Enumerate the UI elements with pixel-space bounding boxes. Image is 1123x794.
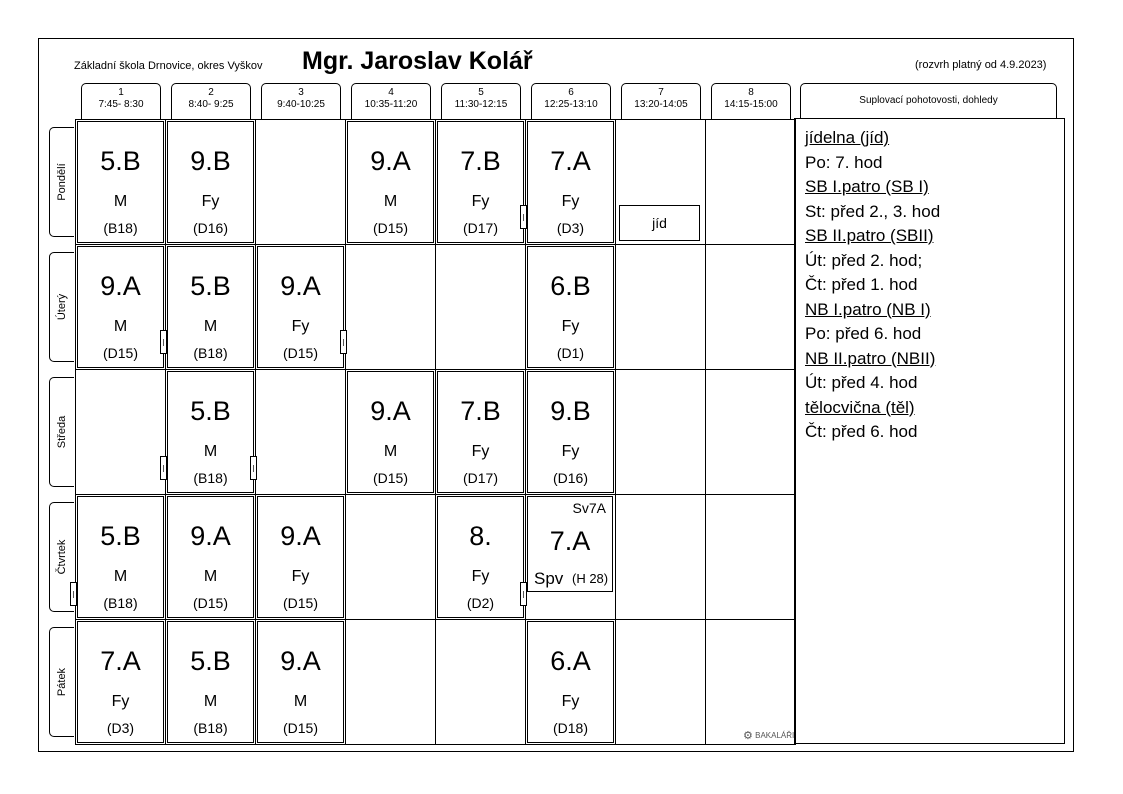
duty-time: Čt: před 6. hod bbox=[805, 422, 918, 441]
class-label: 9.A bbox=[370, 146, 411, 176]
period-time: 7:45- 8:30 bbox=[98, 99, 144, 110]
period-tab-2 bbox=[171, 83, 251, 119]
class-label: 7.A bbox=[550, 146, 591, 176]
lesson-card bbox=[77, 121, 164, 243]
bakalari-logo bbox=[743, 729, 794, 742]
duty-time: Po: před 6. hod bbox=[805, 324, 922, 343]
period-number: 8 bbox=[748, 87, 754, 98]
day-tab bbox=[49, 252, 74, 362]
period-number: 2 bbox=[208, 87, 214, 98]
lesson-card bbox=[257, 496, 344, 618]
day-tab bbox=[49, 127, 74, 237]
period-time: 11:30-12:15 bbox=[454, 99, 508, 110]
duty-marker bbox=[340, 330, 347, 354]
class-label: 5.B bbox=[190, 271, 231, 301]
subject-label: M bbox=[203, 568, 218, 585]
lesson-card bbox=[77, 621, 164, 743]
group-label: Sv7A bbox=[572, 500, 606, 516]
class-label: 9.B bbox=[550, 396, 591, 426]
lesson-card bbox=[257, 621, 344, 743]
dining-duty-slot: jíd bbox=[619, 205, 700, 241]
class-label: 5.B bbox=[190, 396, 231, 426]
duty-list bbox=[805, 126, 940, 445]
room-label: (D17) bbox=[462, 470, 498, 486]
room-label: (D15) bbox=[102, 345, 138, 361]
subject-label: M bbox=[293, 693, 308, 710]
period-number: 1 bbox=[118, 87, 124, 98]
class-label: 9.A bbox=[280, 271, 321, 301]
day-label: Pátek bbox=[56, 667, 68, 697]
subject-label: Fy bbox=[111, 693, 130, 710]
class-label: 7.B bbox=[460, 146, 501, 176]
room-label: (H 28) bbox=[572, 571, 609, 586]
grid-cell bbox=[705, 369, 796, 495]
lesson-card bbox=[527, 121, 614, 243]
lesson-card bbox=[437, 121, 524, 243]
subject-label: Fy bbox=[561, 693, 580, 710]
grid-cell bbox=[255, 119, 346, 245]
period-tab-4 bbox=[351, 83, 431, 119]
lesson-card bbox=[77, 496, 164, 618]
day-tab bbox=[49, 627, 74, 737]
duty-marker bbox=[160, 456, 167, 480]
room-label: (D15) bbox=[282, 345, 318, 361]
grid-cell bbox=[705, 494, 796, 620]
duty-location: SB II.patro (SBII) bbox=[805, 226, 934, 245]
grid-cell bbox=[705, 119, 796, 245]
duty-location: tělocvična (těl) bbox=[805, 397, 915, 417]
subject-label: Fy bbox=[471, 443, 490, 460]
duty-location: jídelna (jíd) bbox=[805, 128, 890, 147]
duty-time: Út: před 2. hod; bbox=[805, 250, 923, 270]
class-label: 6.A bbox=[550, 646, 591, 676]
class-label: 7.B bbox=[460, 396, 501, 426]
class-label: 9.A bbox=[280, 646, 321, 676]
grid-cell bbox=[615, 369, 706, 495]
lesson-card bbox=[527, 246, 614, 368]
period-number: 7 bbox=[658, 87, 664, 98]
subject-label: M bbox=[113, 318, 128, 335]
subject-label: M bbox=[203, 443, 218, 460]
room-label: (D16) bbox=[192, 220, 228, 236]
room-label: (D1) bbox=[556, 345, 585, 361]
period-tab-5 bbox=[441, 83, 521, 119]
class-label: 7.A bbox=[549, 526, 591, 556]
lesson-card bbox=[167, 121, 254, 243]
period-time: 10:35-11:20 bbox=[364, 99, 418, 110]
room-label: (B18) bbox=[103, 595, 138, 611]
grid-cell bbox=[75, 369, 166, 495]
grid-cell bbox=[615, 494, 706, 620]
class-label: 5.B bbox=[190, 646, 231, 676]
duty-marker bbox=[520, 582, 527, 606]
period-tab-8 bbox=[711, 83, 791, 119]
room-label: (D3) bbox=[556, 220, 585, 236]
room-label: (D16) bbox=[552, 470, 588, 486]
grid-cell bbox=[435, 244, 526, 370]
class-label: 9.A bbox=[280, 521, 321, 551]
duty-marker bbox=[70, 582, 77, 606]
subject-label: M bbox=[113, 568, 128, 585]
class-label: 9.A bbox=[190, 521, 231, 551]
room-label: (D15) bbox=[372, 470, 408, 486]
period-time: 13:20-14:05 bbox=[634, 99, 688, 110]
room-label: (D15) bbox=[282, 720, 318, 736]
period-number: 6 bbox=[568, 87, 574, 98]
class-label: 5.B bbox=[100, 521, 141, 551]
room-label: (B18) bbox=[193, 470, 228, 486]
room-label: (D15) bbox=[372, 220, 408, 236]
duty-time: Čt: před 1. hod bbox=[805, 275, 918, 294]
room-label: (D17) bbox=[462, 220, 498, 236]
subject-label: Fy bbox=[561, 318, 580, 335]
subject-label: Fy bbox=[561, 443, 580, 460]
grid-cell bbox=[345, 494, 436, 620]
room-label: (B18) bbox=[103, 220, 138, 236]
lesson-card bbox=[77, 246, 164, 368]
duty-time: Út: před 4. hod bbox=[805, 373, 918, 392]
grid-cell bbox=[435, 619, 526, 745]
school-name: Základní škola Drnovice, okres Vyškov bbox=[74, 60, 263, 72]
duty-location: NB II.patro (NBII) bbox=[805, 348, 936, 368]
lesson-card bbox=[257, 246, 344, 368]
day-tab bbox=[49, 377, 74, 487]
period-tab-3 bbox=[261, 83, 341, 119]
period-number: 4 bbox=[388, 87, 394, 98]
duty-marker bbox=[250, 456, 257, 480]
room-label: (B18) bbox=[193, 720, 228, 736]
subject-label: M bbox=[383, 443, 398, 460]
period-time: 9:40-10:25 bbox=[277, 99, 325, 110]
lesson-card bbox=[167, 371, 254, 493]
period-tab-7 bbox=[621, 83, 701, 119]
subject-label: M bbox=[203, 693, 218, 710]
split-lesson-card bbox=[527, 496, 613, 592]
lesson-card bbox=[167, 496, 254, 618]
subject-label: M bbox=[113, 193, 128, 210]
room-label: (D15) bbox=[192, 595, 228, 611]
subject-label: Spv bbox=[534, 569, 564, 588]
lesson-card bbox=[527, 371, 614, 493]
day-label: Pondělí bbox=[56, 163, 68, 201]
class-label: 6.B bbox=[550, 271, 591, 301]
duty-location: NB I.patro (NB I) bbox=[805, 299, 931, 319]
day-label: Čtvrtek bbox=[56, 539, 68, 575]
class-label: 7.A bbox=[100, 646, 141, 676]
lesson-card bbox=[167, 246, 254, 368]
period-time: 12:25-13:10 bbox=[544, 99, 598, 110]
logo-text: BAKALÁŘI bbox=[755, 731, 795, 740]
period-number: 3 bbox=[298, 87, 304, 98]
lesson-card bbox=[347, 121, 434, 243]
grid-cell bbox=[345, 244, 436, 370]
subject-label: M bbox=[383, 193, 398, 210]
room-label: (D15) bbox=[282, 595, 318, 611]
duty-header: Suplovací pohotovosti, dohledy bbox=[800, 83, 1057, 119]
duty-location: SB I.patro (SB I) bbox=[805, 177, 929, 196]
duty-time: Po: 7. hod bbox=[805, 152, 883, 172]
grid-cell bbox=[615, 619, 706, 745]
period-tab-6 bbox=[531, 83, 611, 119]
period-time: 14:15-15:00 bbox=[724, 99, 778, 110]
lesson-card bbox=[167, 621, 254, 743]
subject-label: Fy bbox=[471, 568, 490, 585]
subject-label: Fy bbox=[471, 193, 490, 210]
grid-cell bbox=[255, 369, 346, 495]
duty-marker bbox=[520, 205, 527, 229]
cog-icon: ⚙ bbox=[743, 730, 753, 742]
lesson-card bbox=[347, 371, 434, 493]
lesson-card bbox=[437, 371, 524, 493]
class-label: 9.B bbox=[190, 146, 231, 176]
duty-time: St: před 2., 3. hod bbox=[805, 201, 941, 221]
class-label: 9.A bbox=[100, 271, 141, 301]
subject-label: M bbox=[203, 318, 218, 335]
day-label: Úterý bbox=[56, 293, 68, 321]
teacher-name: Mgr. Jaroslav Kolář bbox=[302, 47, 533, 75]
subject-label: Fy bbox=[291, 568, 310, 585]
period-tab-1 bbox=[81, 83, 161, 119]
class-label: 8. bbox=[469, 521, 492, 551]
subject-label: Fy bbox=[201, 193, 220, 210]
day-label: Středa bbox=[56, 415, 68, 449]
class-label: 5.B bbox=[100, 146, 141, 176]
duty-marker bbox=[160, 330, 167, 354]
lesson-card bbox=[437, 496, 524, 618]
room-label: (D18) bbox=[552, 720, 588, 736]
class-label: 9.A bbox=[370, 396, 411, 426]
grid-cell bbox=[705, 244, 796, 370]
period-time: 8:40- 9:25 bbox=[188, 99, 234, 110]
period-number: 5 bbox=[478, 87, 484, 98]
subject-label: Fy bbox=[291, 318, 310, 335]
room-label: (D2) bbox=[466, 595, 495, 611]
grid-cell bbox=[705, 619, 796, 745]
subject-label: Fy bbox=[561, 193, 580, 210]
validity-note: (rozvrh platný od 4.9.2023) bbox=[915, 59, 1047, 71]
grid-cell bbox=[615, 244, 706, 370]
room-label: (B18) bbox=[193, 345, 228, 361]
grid-cell bbox=[345, 619, 436, 745]
lesson-card bbox=[527, 621, 614, 743]
room-label: (D3) bbox=[106, 720, 135, 736]
